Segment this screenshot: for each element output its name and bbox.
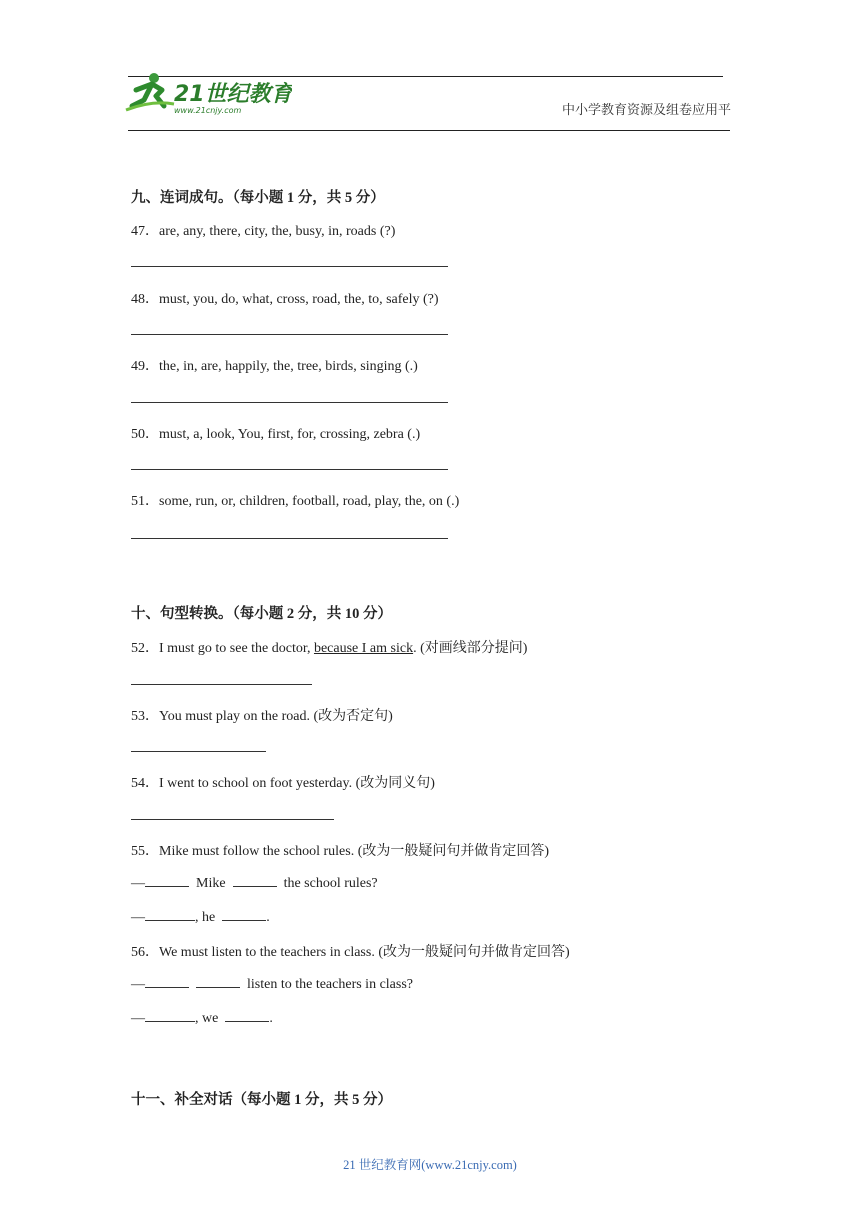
question-49: 49．the, in, are, happily, the, tree, birds, singing (.) <box>131 359 418 374</box>
dash: — <box>131 1011 145 1026</box>
section-10-title: 十、句型转换。（每小题 2 分，共 10 分） <box>131 606 392 622</box>
question-52-text: 52．I must go to see the doctor, <box>131 641 314 656</box>
site-logo <box>122 70 292 118</box>
question-55-line-1 <box>131 874 378 892</box>
question-56: 56．We must listen to the teachers in class. (改为一般疑问句并做肯定回答) <box>131 945 570 960</box>
svg-text:www.21cnjy.com: www.21cnjy.com <box>174 106 242 115</box>
answer-line-50[interactable] <box>131 469 448 470</box>
question-48: 48．must, you, do, what, cross, road, the, to, safely (?) <box>131 292 439 307</box>
question-53: 53．You must play on the road. (改为否定句) <box>131 709 393 724</box>
question-50: 50．must, a, look, You, first, for, crossing, zebra (.) <box>131 427 421 442</box>
answer-line-54[interactable] <box>131 819 334 820</box>
dash: — <box>131 977 145 992</box>
word: Mike <box>196 876 226 891</box>
blank[interactable] <box>145 908 195 921</box>
blank[interactable] <box>233 874 277 887</box>
dash: — <box>131 910 145 925</box>
svg-text:21世纪教育: 21世纪教育 <box>174 82 292 107</box>
blank[interactable] <box>196 975 240 988</box>
question-52-underlined: because I am sick <box>313 641 414 656</box>
blank[interactable] <box>222 908 266 921</box>
word: listen to the teachers in class? <box>247 977 413 992</box>
section-11-title: 十一、补全对话（每小题 1 分，共 5 分） <box>131 1092 392 1108</box>
header-bottom-rule <box>128 130 730 131</box>
section-9-title: 九、连词成句。（每小题 1 分，共 5 分） <box>131 190 385 206</box>
answer-line-53[interactable] <box>131 751 266 752</box>
blank[interactable] <box>145 975 189 988</box>
answer-line-52[interactable] <box>131 684 312 685</box>
answer-line-48[interactable] <box>131 334 448 335</box>
question-47: 47．are, any, there, city, the, busy, in, roads (?) <box>131 224 396 239</box>
question-52-instruction: . (对画线部分提问) <box>413 641 528 656</box>
dash: — <box>131 876 145 891</box>
word: the school rules? <box>283 876 378 891</box>
punctuation: . <box>266 910 270 925</box>
question-52 <box>131 637 527 657</box>
blank[interactable] <box>145 1009 195 1022</box>
question-56-line-1 <box>131 975 413 993</box>
question-56-line-2 <box>131 1009 273 1027</box>
word: , he <box>195 910 216 925</box>
question-54: 54．I went to school on foot yesterday. (改为同义句) <box>131 776 435 791</box>
answer-line-51[interactable] <box>131 538 448 539</box>
question-51: 51．some, run, or, children, football, road, play, the, on (.) <box>131 494 460 509</box>
question-55: 55．Mike must follow the school rules. (改为一般疑问句并做肯定回答) <box>131 844 550 859</box>
runner-logo-icon <box>122 70 292 118</box>
word: , we <box>195 1011 219 1026</box>
punctuation: . <box>269 1011 273 1026</box>
blank[interactable] <box>145 874 189 887</box>
question-55-line-2 <box>131 908 270 926</box>
page-footer: 21 世纪教育网(www.21cnjy.com) <box>343 1158 517 1172</box>
answer-line-47[interactable] <box>131 266 448 267</box>
blank[interactable] <box>225 1009 269 1022</box>
answer-line-49[interactable] <box>131 402 448 403</box>
header-platform-text: 中小学教育资源及组卷应用平 <box>562 102 732 117</box>
